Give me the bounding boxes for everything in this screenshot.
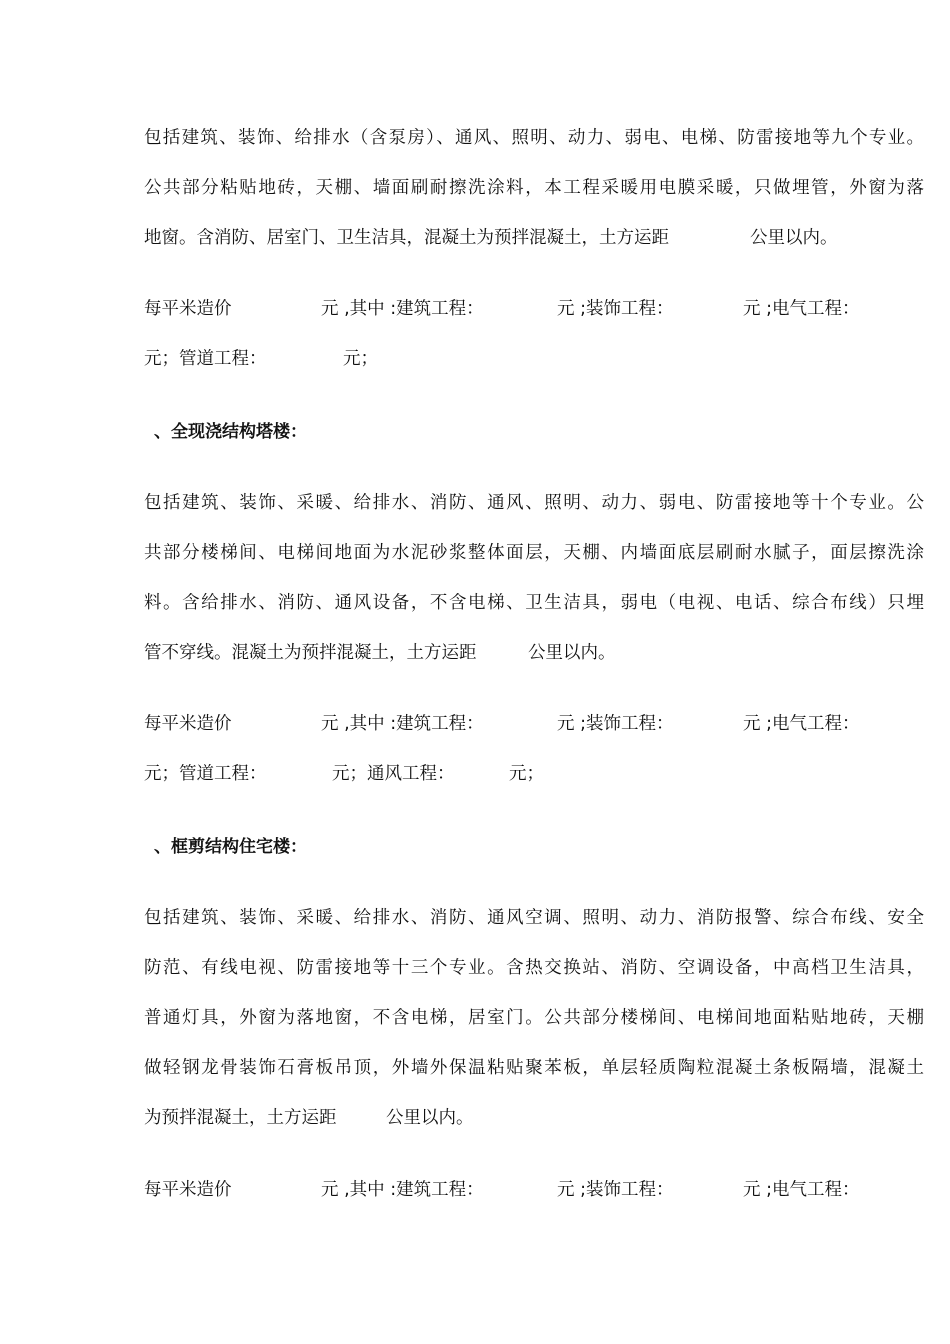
price-label: 每平米造价 <box>144 299 232 319</box>
price-label: 元 ;电气工程： <box>743 1180 860 1200</box>
text-segment: 管不穿线。混凝土为预拌混凝土，土方运距 <box>144 643 477 663</box>
price-label: 元；管道工程： <box>144 349 267 369</box>
text-segment: 地窗。含消防、居室门、卫生洁具，混凝土为预拌混凝土，土方运距 <box>144 228 669 248</box>
price-label: 元 ;装饰工程： <box>557 714 674 734</box>
paragraph-line: 普通灯具，外窗为落地窗，不含电梯，居室门。公共部分楼梯间、电梯间地面粘贴地砖，天棚 <box>144 1008 924 1028</box>
price-label: 元 ;装饰工程： <box>557 1180 674 1200</box>
price-label: 元 ;装饰工程： <box>557 299 674 319</box>
section-heading: 、全现浇结构塔楼： <box>154 422 307 442</box>
price-label: 元； <box>509 764 544 784</box>
paragraph-line: 包括建筑、装饰、采暖、给排水、消防、通风、照明、动力、弱电、防雷接地等十个专业。公 <box>144 493 924 513</box>
paragraph-line: 防范、有线电视、防雷接地等十三个专业。含热交换站、消防、空调设备，中高档卫生洁具， <box>144 958 924 978</box>
text-segment: 公里以内。 <box>386 1108 474 1128</box>
price-label: 元 ,其中 :建筑工程： <box>321 299 484 319</box>
price-label: 元 ;电气工程： <box>743 299 860 319</box>
paragraph-line: 共部分楼梯间、电梯间地面为水泥砂浆整体面层，天棚、内墙面底层刷耐水腻子，面层擦洗涂 <box>144 543 924 563</box>
price-label: 元；管道工程： <box>144 764 267 784</box>
section-heading: 、框剪结构住宅楼： <box>154 837 307 857</box>
price-label: 元； <box>343 349 378 369</box>
paragraph-line: 包括建筑、装饰、采暖、给排水、消防、通风空调、照明、动力、消防报警、综合布线、安全 <box>144 908 924 928</box>
price-label: 每平米造价 <box>144 1180 232 1200</box>
paragraph-line: 公共部分粘贴地砖，天棚、墙面刷耐擦洗涂料，本工程采暖用电膜采暖，只做埋管，外窗为落 <box>144 178 924 198</box>
paragraph-line: 包括建筑、装饰、给排水（含泵房）、通风、照明、动力、弱电、电梯、防雷接地等九个专业。 <box>144 128 924 148</box>
price-label: 元；通风工程： <box>332 764 455 784</box>
text-segment: 公里以内。 <box>528 643 616 663</box>
price-label: 元 ,其中 :建筑工程： <box>321 1180 484 1200</box>
text-segment: 为预拌混凝土，土方运距 <box>144 1108 337 1128</box>
price-label: 元 ;电气工程： <box>743 714 860 734</box>
paragraph-line: 做轻钢龙骨装饰石膏板吊顶，外墙外保温粘贴聚苯板，单层轻质陶粒混凝土条板隔墙，混凝土 <box>144 1058 924 1078</box>
price-label: 元 ,其中 :建筑工程： <box>321 714 484 734</box>
price-label: 每平米造价 <box>144 714 232 734</box>
text-segment: 公里以内。 <box>750 228 838 248</box>
paragraph-line: 料。含给排水、消防、通风设备，不含电梯、卫生洁具，弱电（电视、电话、综合布线）只埋 <box>144 593 924 613</box>
